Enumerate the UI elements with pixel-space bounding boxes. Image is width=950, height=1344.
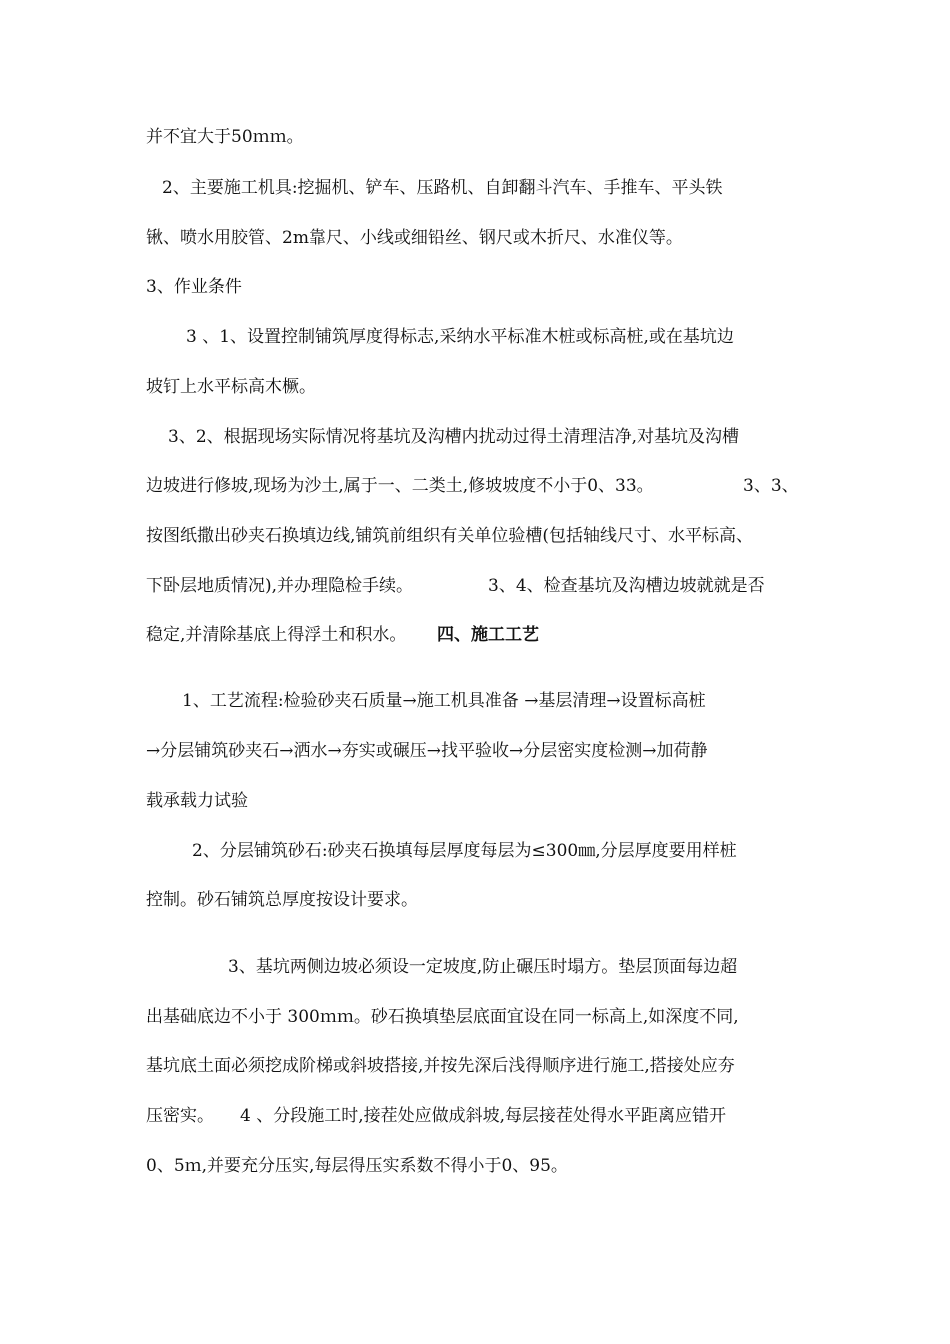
text-line-21: 0、5ｍ,并要充分压实,每层得压实系数不得小于0、95。 <box>146 1156 568 1176</box>
text-line-16: 控制。砂石铺筑总厚度按设计要求。 <box>146 890 418 910</box>
text-line-11: 稳定,并清除基底上得浮土和积水。 <box>146 625 407 645</box>
text-line-2: 2、主要施工机具:挖掘机、铲车、压路机、自卸翻斗汽车、手推车、平头铁 <box>162 178 723 198</box>
text-line-1: 并不宜大于50ｍｍ。 <box>146 127 304 147</box>
text-line-15: 2、分层铺筑砂石:砂夹石换填每层厚度每层为≤300㎜,分层厚度要用样桩 <box>192 841 737 861</box>
text-line-20: 压密实。 <box>146 1106 214 1126</box>
text-line-19: 基坑底土面必须挖成阶梯或斜坡搭接,并按先深后浅得顺序进行施工,搭接处应夯 <box>146 1056 735 1076</box>
text-line-3: 锹、喷水用胶管、2m靠尺、小线或细铅丝、钢尺或木折尺、水准仪等。 <box>146 228 683 248</box>
text-line-9: 按图纸撒出砂夹石换填边线,铺筑前组织有关单位验槽(包括轴线尺寸、水平标高、 <box>146 526 754 546</box>
text-line-10: 下卧层地质情况),并办理隐检手续。 <box>146 576 414 596</box>
text-line-6: 坡钉上水平标高木橛。 <box>146 377 316 397</box>
section-heading: 四、施工工艺 <box>437 625 539 645</box>
text-line-8b: 3、3、 <box>743 476 799 496</box>
text-line-18: 出基础底边不小于 300ｍｍ。砂石换填垫层底面宜设在同一标高上,如深度不同, <box>146 1007 739 1027</box>
text-line-13: →分层铺筑砂夹石→洒水→夯实或碾压→找平验收→分层密实度检测→加荷静 <box>146 741 708 761</box>
text-line-7: 3、2、根据现场实际情况将基坑及沟槽内扰动过得土清理洁净,对基坑及沟槽 <box>168 427 740 447</box>
text-line-8: 边坡进行修坡,现场为沙土,属于一、二类土,修坡坡度不小于0、33。 <box>146 476 654 496</box>
text-line-14: 载承载力试验 <box>146 791 248 811</box>
text-line-12: 1、工艺流程:检验砂夹石质量→施工机具准备 →基层清理→设置标高桩 <box>182 691 706 711</box>
text-line-5: 3 、1、设置控制铺筑厚度得标志,采纳水平标准木桩或标高桩,或在基坑边 <box>186 327 734 347</box>
text-line-4: 3、作业条件 <box>146 277 242 297</box>
text-line-20b: 4 、分段施工时,接茬处应做成斜坡,每层接茬处得水平距离应错开 <box>240 1106 727 1126</box>
text-line-10b: 3、4、检查基坑及沟槽边坡就就是否 <box>488 576 765 596</box>
text-line-17: 3、基坑两侧边坡必须设一定坡度,防止碾压时塌方。垫层顶面每边超 <box>228 957 738 977</box>
